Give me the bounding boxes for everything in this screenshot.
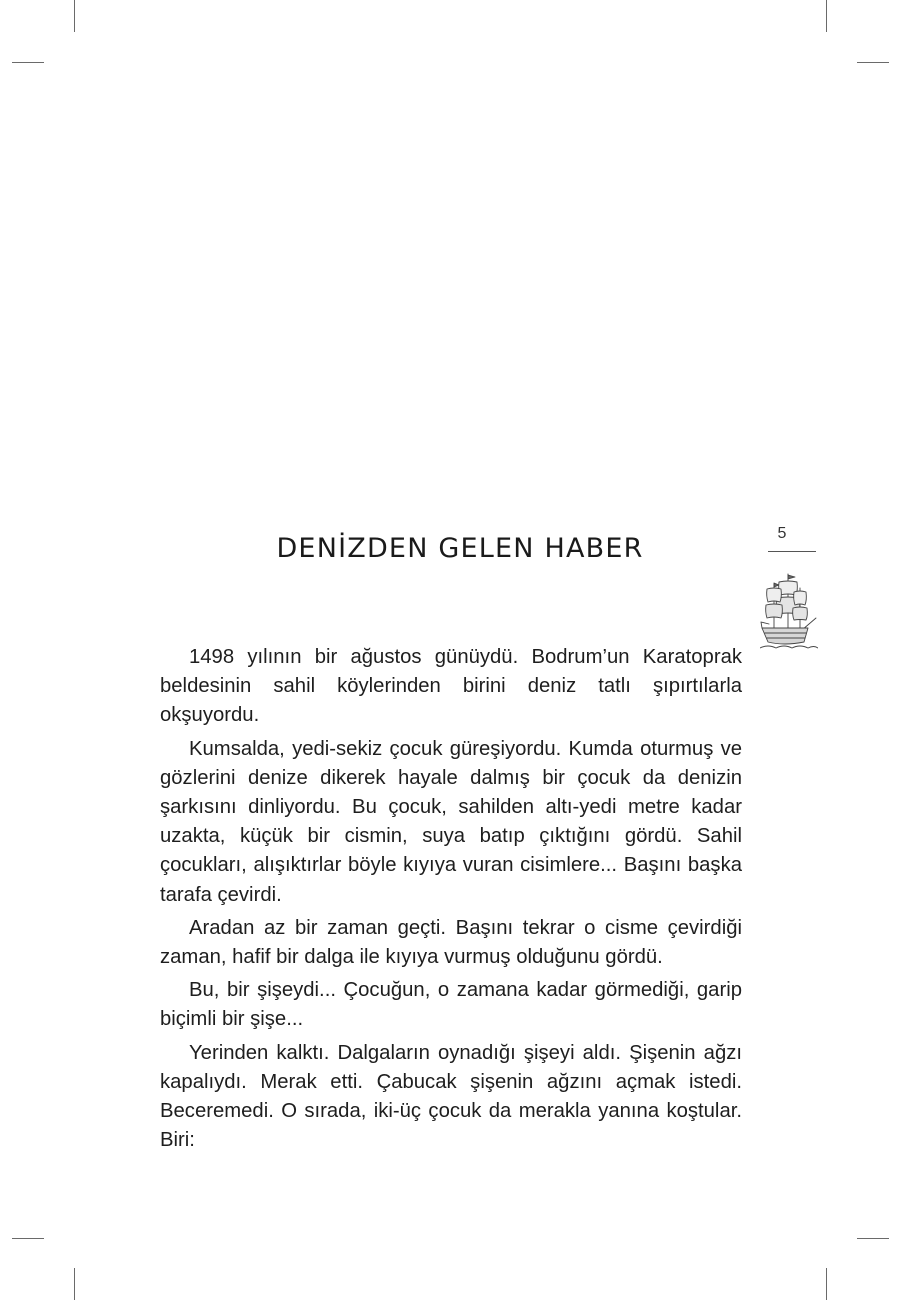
body-text <box>160 643 742 1159</box>
paragraph: Yerinden kalktı. Dalgaların oynadığı şişeyi aldı. Şişenin ağzı kapalıydı. Merak etti. Çabucak şişenin ağzını açmak istedi. Beceremedi. O sırada, iki-üç çocuk da merakla yanına koştular. Biri: <box>160 1041 742 1152</box>
paragraph: Bu, bir şişeydi... Çocuğun, o zamana kadar görmediği, garip biçimli bir şişe... <box>160 979 742 1031</box>
page-number-rule <box>768 551 816 552</box>
crop-mark-top-left-horizontal <box>12 62 44 63</box>
paragraph: 1498 yılının bir ağustos günüydü. Bodrum’un Karatoprak beldesinin sahil köylerinden birini deniz tatlı şıpırtılarla okşuyordu. <box>160 646 742 727</box>
crop-mark-bottom-right-vertical <box>826 1268 827 1300</box>
crop-mark-top-right-horizontal <box>857 62 889 63</box>
crop-mark-top-right-vertical <box>826 0 827 32</box>
sailing-ship-icon <box>760 570 818 652</box>
page-number: 5 <box>777 525 787 542</box>
crop-mark-top-left-vertical <box>74 0 75 32</box>
crop-mark-bottom-right-horizontal <box>857 1238 889 1239</box>
crop-mark-bottom-left-vertical <box>74 1268 75 1300</box>
crop-mark-bottom-left-horizontal <box>12 1238 44 1239</box>
paragraph: Kumsalda, yedi-sekiz çocuk güreşiyordu. Kumda oturmuş ve gözlerini denize dikerek hayale dalmış bir çocuk da denizin şarkısını dinliyordu. Bu çocuk, sahilden altı-yedi metre kadar uzakta, küçük bir cismin, suya batıp çıktığını gördü. Sahil çocukları, alışıktırlar böyle kıyıya vuran cisimlere... Başını başka tarafa çevirdi. <box>160 737 742 906</box>
chapter-title: DENİZDEN GELEN HABER <box>276 533 644 564</box>
paragraph: Aradan az bir zaman geçti. Başını tekrar o cisme çevirdiği zaman, hafif bir dalga ile kıyıya vurmuş olduğunu gördü. <box>160 916 742 969</box>
